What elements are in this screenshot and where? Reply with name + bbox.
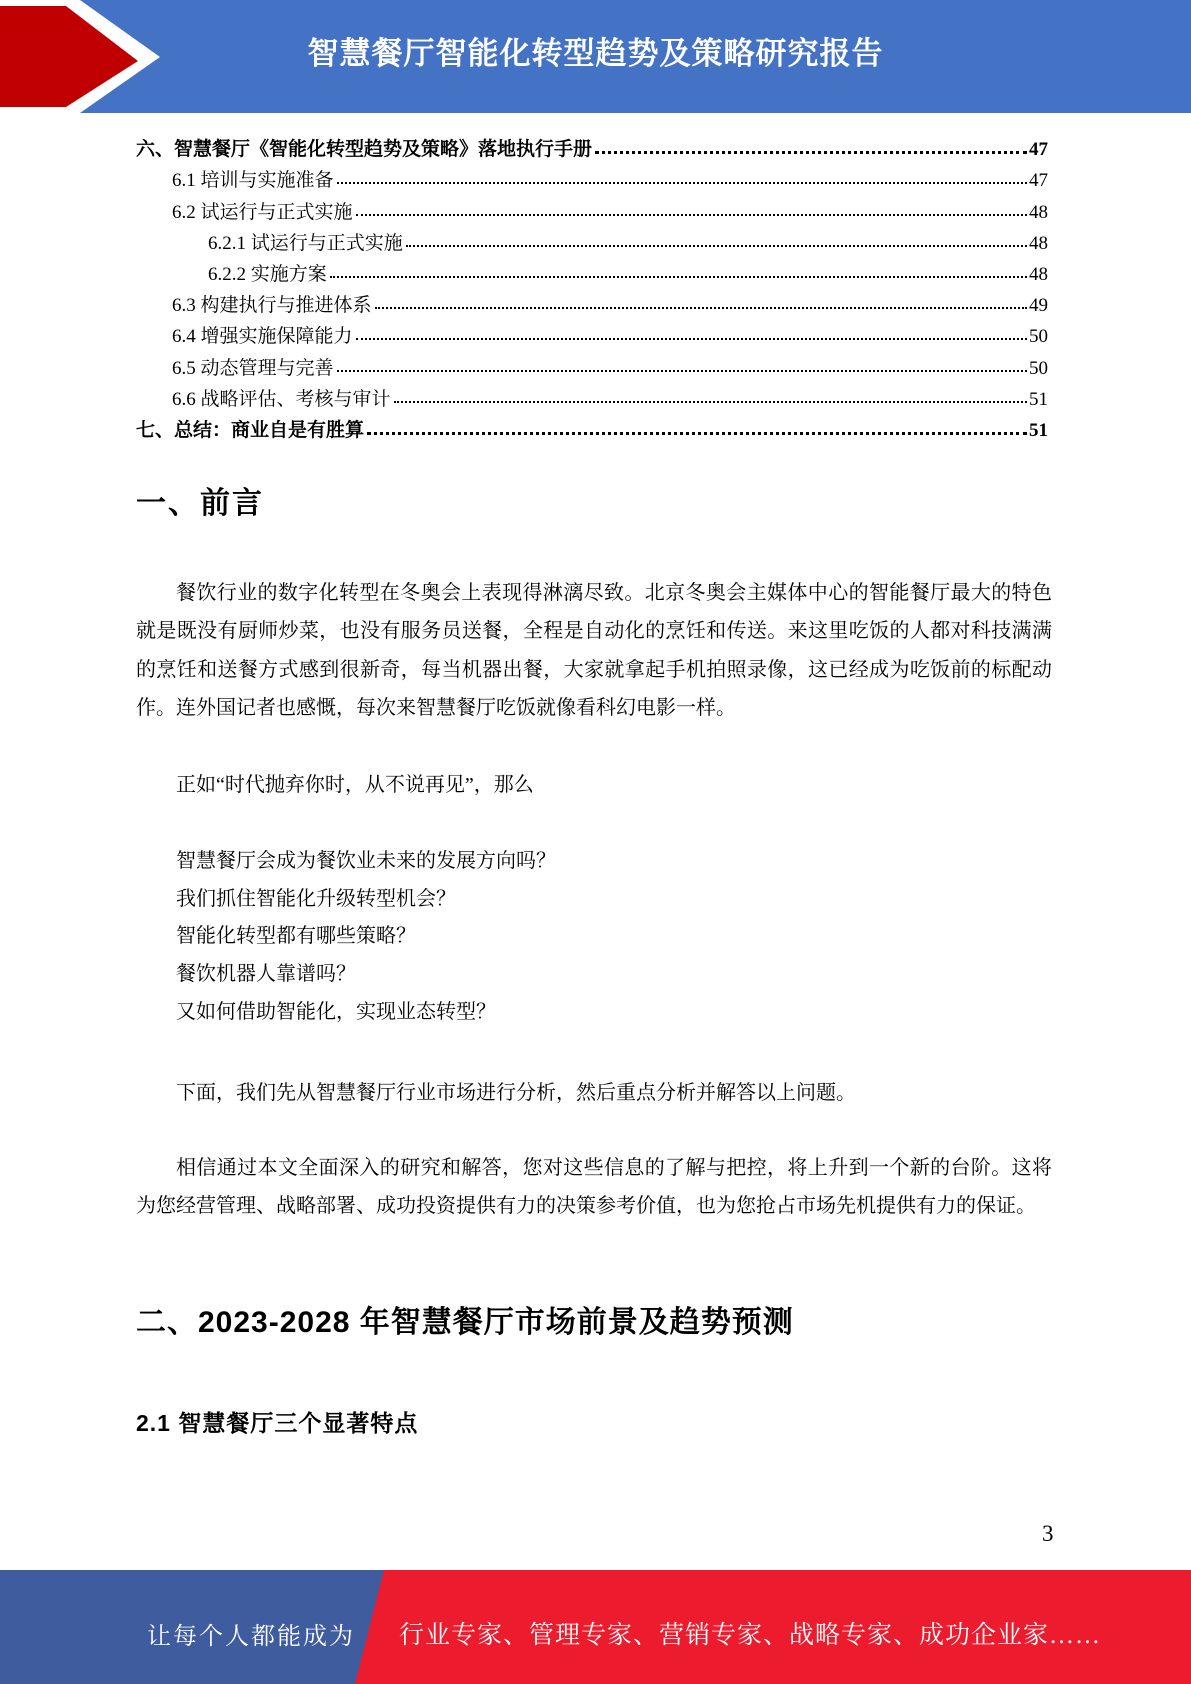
section-heading-preface: 一、前言 [136, 487, 264, 520]
toc-leader-dots [356, 214, 1027, 216]
toc-entry [136, 288, 1048, 319]
toc-entry-label: 6.6 战略评估、考核与审计 [172, 388, 391, 410]
table-of-contents [136, 132, 1048, 444]
toc-leader-dots [595, 151, 1027, 154]
toc-leader-dots [375, 307, 1027, 309]
preface-paragraph-1: 餐饮行业的数字化转型在冬奥会上表现得淋漓尽致。北京冬奥会主媒体中心的智能餐厅最大的特色就是既没有厨师炒菜，也没有服务员送餐，全程是自动化的烹饪和传送。来这里吃饭的人都对科技满满的烹饪和送餐方式感到很新奇，每当机器出餐，大家就拿起手机拍照录像，这已经成为吃饭前的标配动作。连外国记者也感慨，每次来智慧餐厅吃饭就像看科幻电影一样。 [136, 582, 1052, 719]
preface-quote-line: 正如“时代抛弃你时，从不说再见”，那么 [176, 774, 534, 796]
section-heading-market-forecast: 二、2023-2028 年智慧餐厅市场前景及趋势预测 [136, 1306, 794, 1339]
toc-leader-dots [394, 401, 1027, 403]
preface-paragraph-2: 下面，我们先从智慧餐厅行业市场进行分析，然后重点分析并解答以上问题。 [176, 1082, 856, 1104]
toc-entry-page: 50 [1029, 326, 1048, 348]
toc-entry-label: 七、总结：商业自是有胜算 [136, 419, 365, 441]
question-line: 餐饮机器人靠谱吗？ [176, 963, 356, 986]
toc-leader-dots [337, 370, 1027, 372]
toc-leader-dots [406, 245, 1027, 247]
subsection-heading-2-1: 2.1 智慧餐厅三个显著特点 [136, 1410, 419, 1436]
toc-entry [136, 319, 1048, 350]
question-line: 智能化转型都有哪些策略？ [176, 925, 416, 948]
toc-entry-label: 6.4 增强实施保障能力 [172, 326, 353, 348]
report-title: 智慧餐厅智能化转型趋势及策略研究报告 [307, 36, 884, 71]
toc-entry-page: 48 [1029, 263, 1048, 285]
toc-entry [136, 382, 1048, 413]
toc-entry-label: 6.1 培训与实施准备 [172, 170, 334, 192]
page-number: 3 [1042, 1521, 1054, 1546]
toc-entry-page: 48 [1029, 232, 1048, 254]
preface-paragraph-3: 相信通过本文全面深入的研究和解答，您对这些信息的了解与把控，将上升到一个新的台阶。这将为您经营管理、战略部署、成功投资提供有力的决策参考价值，也为您抢占市场先机提供有力的保证。 [136, 1157, 1052, 1218]
toc-entry-label: 6.3 构建执行与推进体系 [172, 295, 372, 317]
toc-entry [136, 194, 1048, 225]
toc-entry [136, 413, 1048, 444]
question-line: 智慧餐厅会成为餐饮业未来的发展方向吗？ [176, 850, 556, 872]
toc-leader-dots [330, 276, 1027, 278]
toc-leader-dots [337, 182, 1027, 184]
toc-entry [136, 163, 1048, 194]
toc-entry-label: 6.5 动态管理与完善 [172, 357, 334, 379]
toc-entry-page: 49 [1029, 295, 1048, 317]
toc-leader-dots [367, 432, 1027, 435]
toc-entry-label: 6.2 试运行与正式实施 [172, 201, 353, 223]
toc-entry-label: 六、智慧餐厅《智能化转型趋势及策略》落地执行手册 [136, 139, 593, 161]
toc-entry-label: 6.2.2 实施方案 [208, 263, 327, 285]
toc-entry-page: 47 [1029, 170, 1048, 192]
toc-entry [136, 226, 1048, 257]
toc-entry-page: 50 [1029, 357, 1048, 379]
footer-slogan-right: 行业专家、管理专家、营销专家、战略专家、成功企业家…… [399, 1622, 1102, 1649]
toc-entry-page: 47 [1029, 139, 1048, 161]
question-line: 我们抓住智能化升级转型机会？ [176, 887, 456, 910]
toc-entry [136, 257, 1048, 288]
toc-entry-page: 51 [1029, 388, 1048, 410]
toc-entry-page: 51 [1029, 419, 1048, 441]
toc-entry-label: 6.2.1 试运行与正式实施 [208, 232, 403, 254]
footer-banner [0, 1570, 1191, 1684]
toc-entry-page: 48 [1029, 201, 1048, 223]
toc-leader-dots [356, 338, 1027, 340]
preface-question-list [136, 843, 1052, 1032]
toc-entry [136, 350, 1048, 381]
question-line: 又如何借助智能化，实现业态转型？ [176, 1000, 496, 1023]
footer-slogan-left: 让每个人都能成为 [147, 1624, 355, 1650]
header-banner [0, 0, 1191, 113]
toc-entry [136, 132, 1048, 163]
